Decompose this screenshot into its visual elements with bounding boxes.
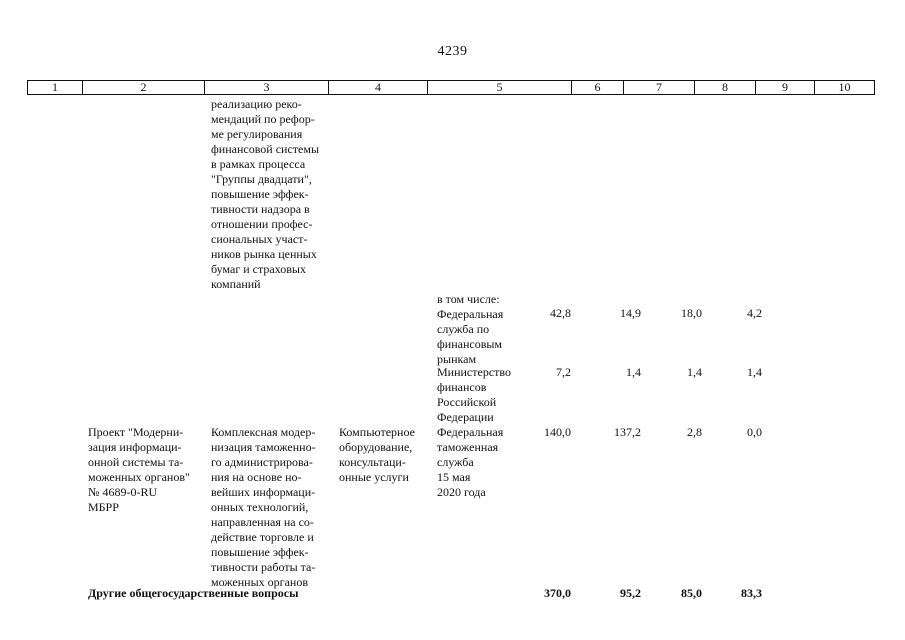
total-value-col6: 370,0 — [544, 586, 571, 600]
row2-value-col8: 18,0 — [681, 306, 702, 320]
total-value-col7: 95,2 — [620, 586, 641, 600]
row3-value-col8: 1,4 — [687, 365, 702, 379]
total-row-label: Другие общегосударственные вопросы — [88, 586, 299, 600]
row4-value-col8: 2,8 — [687, 425, 702, 439]
row3-value-col6: 7,2 — [556, 365, 571, 379]
column-header-6: 6 — [572, 81, 624, 95]
row1-col3-text: реализацию реко- мендаций по рефор- ме регулирования финансовой системы в рамках процесса "Группы двадцати", повышение эффек- тивности надзора в отношении профес- сиональных участ- ников рынка ценных бумаг и страховых компаний — [211, 97, 319, 291]
column-header-7: 7 — [624, 81, 695, 95]
page-number: 4239 — [437, 44, 468, 59]
row2-recipient: в том числе: Федеральная служба по финансовым рынкам — [437, 292, 504, 366]
row4-value-col7: 137,2 — [614, 425, 641, 439]
row4-project-goal: Комплексная модер- низация таможенно- го администрирова- ния на основе но- вейших информаци- онных технологий, направленная на со- действие торговле и повышение эффек- тивности работы та- моженных органов — [211, 425, 316, 589]
column-header-4: 4 — [329, 81, 428, 95]
row4-value-col6: 140,0 — [544, 425, 571, 439]
header-row — [28, 81, 875, 95]
row3-value-col7: 1,4 — [626, 365, 641, 379]
column-header-5: 5 — [428, 81, 572, 95]
row4-project-name: Проект "Модерни- зация информаци- онной системы та- моженных органов" № 4689-0-RU МБРР — [88, 425, 190, 514]
row2-value-col7: 14,9 — [620, 306, 641, 320]
row2-value-col9: 4,2 — [747, 306, 762, 320]
column-header-10: 10 — [815, 81, 875, 95]
row2-value-col6: 42,8 — [550, 306, 571, 320]
column-header-3: 3 — [205, 81, 329, 95]
row3-value-col9: 1,4 — [747, 365, 762, 379]
row4-recipient: Федеральная таможенная служба 15 мая 2020 года — [437, 425, 504, 499]
column-header-1: 1 — [28, 81, 83, 95]
row4-project-components: Компьютерное оборудование, консультаци- онные услуги — [339, 425, 415, 484]
column-number-header — [27, 80, 875, 95]
column-header-8: 8 — [695, 81, 756, 95]
column-header-9: 9 — [756, 81, 815, 95]
row4-value-col9: 0,0 — [747, 425, 762, 439]
column-header-2: 2 — [83, 81, 205, 95]
row3-recipient: Министерство финансов Российской Федерации — [437, 365, 511, 424]
total-value-col8: 85,0 — [681, 586, 702, 600]
total-value-col9: 83,3 — [741, 586, 762, 600]
